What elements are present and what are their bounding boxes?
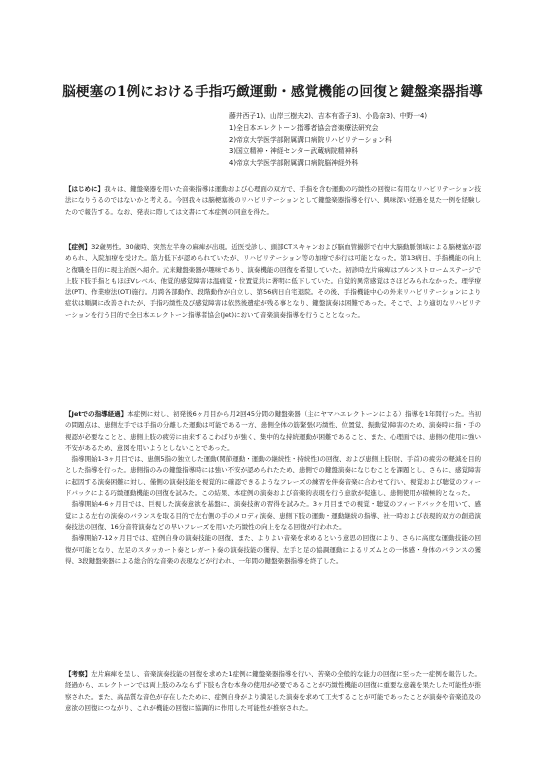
section-introduction bbox=[65, 184, 481, 218]
section-jet-progress bbox=[65, 409, 481, 567]
section-body: 32歳男性。30歳時、突然左半身の麻痺が出現。近医受診し、頭部CTスキャンおよび脳血管撮影で右中大脳動脈領域による脳梗塞が認められ、入院加療を受けた。筋力低下が認められていたが、リハビリテーション等の加療で歩行は可能となった。第13病日、手指機能の向上と復職を目的に現主治医へ紹介。元来鍵盤楽器が趣味であり、演奏機能の回復を希望していた。初診時左片麻痺はブルンストロームステージで上肢下肢手指ともほぼVレベル、他覚的感覚障害は温痛覚・位置覚共に著明に低下していた。自覚的異常感覚はさほどみられなかった。理学療法(PT)、作業療法(OT)施行。月跨各部動作、段階動作が自立し、第56病日自宅退院。その後、手指機能中心の外来リハビリテーションにより症状は順調に改善されたが、手指巧緻性及び感覚障害は依然後遺症が残る事となり、鍵盤演奏は困難であった。そこで、より適切なリハビリテーションを行う目的で全日本エレクトーン指導者協会(Jet)において音楽演奏指導を行うこととなった。 bbox=[65, 243, 481, 319]
author-block bbox=[229, 111, 529, 170]
section-case bbox=[65, 242, 481, 321]
section-body: 左片麻痺を呈し、音楽演奏技能の回復を求めた1症例に鍵盤楽器指導を行い、苦楽の全般的な能力の回復に至った一症例を報告した。経過から、エレクトーンでは両上肢のみならず下肢も含む本身の使用が必要であることが巧緻性機能の回復に重要な意義を果たした可能性が推察された。また、高品質な音色が存在したために、症例自身がより満足した演奏を求めて工夫することが可能であったことが演奏や音楽追及の意欲の回復につながり、これが機能の回復に協調的に作用した可能性が推察された。 bbox=[65, 670, 482, 712]
section-heading: 【はじめに】 bbox=[65, 185, 105, 193]
author-names: 藤井西子1)、山岸三樹夫2)、吉本有香子3)、小島奈3)、中野一4) bbox=[229, 112, 428, 120]
section-paragraph: 指導開始1-3ヶ月目では、患側5指の独立した運動(関節運動・運動の継続性・持続性)の回復、および患側上肢(肘、手首)の疲労の軽減を目的とした指導を行った。患側指のみの鍵盤指導時には強い不安が認められたため、患側での鍵盤演奏になじむことを課題とし、さらに、感覚障害に起因する演奏困難に対し、僅側の演奏技能を視覚的に確認できるようなフレーズの練習を伴奏音楽に合わせて行い、視覚および聴覚のフィードバックによる巧緻運動機能の回復を試みた。この結果、本症例の演奏および音楽的表現を行う意欲が促進し、患側使用が積極的となった。 bbox=[65, 455, 482, 498]
paper-title: 脳梗塞の1例における手指巧緻運動・感覚機能の回復と鍵盤楽器指導 bbox=[62, 84, 483, 100]
section-paragraph: 本症例に対し、初発後6ヶ月目から月2回45分間の鍵盤楽器（主にヤマハエレクトーンによる）指導を1年間行った。当初の問題点は、患側左手では手指の分離した運動は可能である一方、患側全体の筋緊張(巧緻性、位置覚、振動覚)障害のため、演奏時に指・手の視認が必要なことと、患側上肢の疲労に由来するこわばりが強く、集中的な持続運動が困難であること、また、心理面では、患側の使用に強い不安があるため、意図を用いようとしないことであった。 bbox=[65, 410, 481, 452]
affiliation-4: 4)帝京大学医学部附属溝口病院脳神経外科 bbox=[229, 159, 359, 168]
affiliation-3: 3)国立精神・神経センター武蔵病院精神科 bbox=[229, 147, 359, 156]
section-body: 我々は、鍵盤楽器を用いた音楽指導は運動および心理面の双方で、手指を含む運動の巧緻性の回復に有用なリハビリテーション技法になりうるのではないかと考える。今回我々は脳梗塞後のリハビリテーションとして鍵盤楽器指導を行い、興味深い経過を見た一例を経験したので報告する。なお、発表に際しては文書にて本症例の同意を得た。 bbox=[65, 185, 481, 216]
affiliation-1: 1)全日本エレクトーン指導者協会音楽療法研究会 bbox=[229, 123, 379, 132]
section-heading: 【症例】 bbox=[65, 243, 92, 251]
section-paragraph: 指導開始7-12ヶ月目では、症例自身の演奏技能の回復、また、よりよい音楽を求めるという意思の回復により、さらに高度な運動技能の回復が可能となり、左足のスタッカート奏とレガート奏の演奏技能の獲得、左手と足の協調運動によるリズムとの一体感・身体のバランスの獲得、3段鍵盤楽器による総合的な音楽の表現などが行われ、一年間の鍵盤楽器指導を終了した。 bbox=[65, 534, 481, 565]
affiliation-2: 2)帝京大学医学部附属溝口病院リハビリテーション科 bbox=[229, 135, 392, 144]
section-paragraph: 指導開始4-6ヶ月目では、巨視した演奏意欲を基盤に、演奏技術の習得を試みた。3ヶ月目までの視覚・聴覚のフィードバックを用いて、感覚による左右の演奏のバランスを取る目的で左右側の手のメロディ演奏、患側下肢の運動・運動継続の指導、社一時および表現的双方の創造演奏技法の回復、16分音符演奏などの早いフレーズを用いた巧緻性の向上をなる回復が行われた。 bbox=[65, 500, 481, 531]
section-heading: 【Jetでの指導経過】 bbox=[65, 410, 128, 418]
section-heading: 【考察】 bbox=[65, 670, 92, 678]
section-discussion bbox=[65, 669, 481, 714]
